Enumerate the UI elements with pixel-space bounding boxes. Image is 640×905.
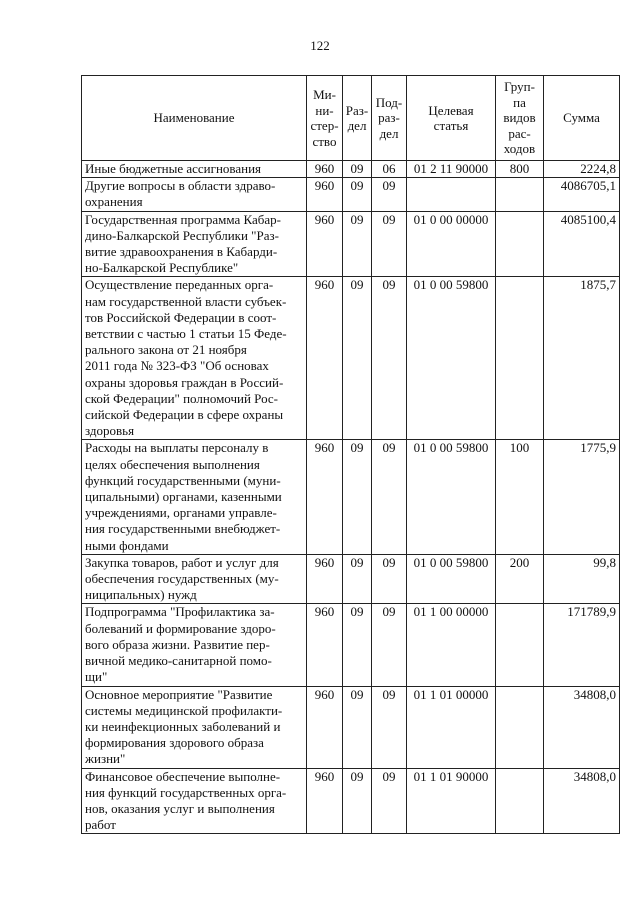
cell-target: 01 0 00 00000 xyxy=(407,211,496,277)
cell-subsection: 09 xyxy=(372,277,407,440)
cell-subsection: 09 xyxy=(372,604,407,686)
table-row xyxy=(82,768,620,834)
cell-ministry: 960 xyxy=(307,211,343,277)
cell-sum: 1775,9 xyxy=(544,440,620,554)
cell-sum: 2224,8 xyxy=(544,161,620,178)
cell-subsection: 09 xyxy=(372,686,407,768)
cell-subsection: 06 xyxy=(372,161,407,178)
cell-name: Финансовое обеспечение выполне- ния функций государственных орга- нов, оказания услуг и выполнения работ xyxy=(82,768,307,834)
cell-group xyxy=(496,211,544,277)
cell-sum: 171789,9 xyxy=(544,604,620,686)
table-row xyxy=(82,161,620,178)
table-row xyxy=(82,178,620,211)
cell-ministry: 960 xyxy=(307,554,343,604)
cell-section: 09 xyxy=(343,604,372,686)
cell-group: 200 xyxy=(496,554,544,604)
cell-subsection: 09 xyxy=(372,211,407,277)
cell-ministry: 960 xyxy=(307,686,343,768)
header-name: Наименование xyxy=(82,76,307,161)
cell-name: Другие вопросы в области здраво- охранения xyxy=(82,178,307,211)
table-row xyxy=(82,211,620,277)
cell-name: Иные бюджетные ассигнования xyxy=(82,161,307,178)
cell-group: 100 xyxy=(496,440,544,554)
cell-target: 01 2 11 90000 xyxy=(407,161,496,178)
header-section: Раз- дел xyxy=(343,76,372,161)
cell-sum: 1875,7 xyxy=(544,277,620,440)
cell-target: 01 1 00 00000 xyxy=(407,604,496,686)
cell-group: 800 xyxy=(496,161,544,178)
header-target: Целевая статья xyxy=(407,76,496,161)
cell-ministry: 960 xyxy=(307,178,343,211)
cell-ministry: 960 xyxy=(307,768,343,834)
cell-name: Расходы на выплаты персоналу в целях обеспечения выполнения функций государственными (муни- ципальными) органами, казенными учреждениями, органами управле- ния государственными внебюджет- ными фондами xyxy=(82,440,307,554)
cell-ministry: 960 xyxy=(307,277,343,440)
cell-sum: 4086705,1 xyxy=(544,178,620,211)
cell-section: 09 xyxy=(343,686,372,768)
table-row xyxy=(82,686,620,768)
cell-section: 09 xyxy=(343,178,372,211)
cell-section: 09 xyxy=(343,277,372,440)
cell-sum: 99,8 xyxy=(544,554,620,604)
table-row xyxy=(82,604,620,686)
cell-target xyxy=(407,178,496,211)
cell-subsection: 09 xyxy=(372,768,407,834)
table-row xyxy=(82,440,620,554)
table-row xyxy=(82,554,620,604)
cell-subsection: 09 xyxy=(372,178,407,211)
header-subsection: Под- раз- дел xyxy=(372,76,407,161)
cell-name: Осуществление переданных орга- нам государственной власти субъек- тов Российской Федерации в соот- ветствии с частью 1 статьи 15 Феде- рального закона от 21 ноября 2011 года № 323-ФЗ "Об основах охраны здоровья граждан в Россий- ской Федерации" полномочий Рос- сийской Федерации в сфере охраны здоровья xyxy=(82,277,307,440)
cell-target: 01 0 00 59800 xyxy=(407,554,496,604)
header-sum: Сумма xyxy=(544,76,620,161)
cell-group xyxy=(496,768,544,834)
cell-target: 01 1 01 90000 xyxy=(407,768,496,834)
cell-group xyxy=(496,178,544,211)
cell-section: 09 xyxy=(343,211,372,277)
budget-table xyxy=(81,75,620,834)
cell-name: Государственная программа Кабар- дино-Балкарской Республики "Раз- витие здравоохранения в Кабарди- но-Балкарской Республике" xyxy=(82,211,307,277)
cell-target: 01 0 00 59800 xyxy=(407,440,496,554)
table-header-row xyxy=(82,76,620,161)
cell-name: Закупка товаров, работ и услуг для обеспечения государственных (му- ниципальных) нужд xyxy=(82,554,307,604)
header-ministry: Ми- ни- стер- ство xyxy=(307,76,343,161)
cell-subsection: 09 xyxy=(372,554,407,604)
cell-subsection: 09 xyxy=(372,440,407,554)
table-row xyxy=(82,277,620,440)
cell-section: 09 xyxy=(343,440,372,554)
cell-target: 01 0 00 59800 xyxy=(407,277,496,440)
cell-group xyxy=(496,277,544,440)
header-group: Груп- па видов рас- ходов xyxy=(496,76,544,161)
cell-section: 09 xyxy=(343,768,372,834)
cell-group xyxy=(496,686,544,768)
cell-name: Подпрограмма "Профилактика за- болеваний и формирование здоро- вого образа жизни. Развитие пер- вичной медико-санитарной помо- щи" xyxy=(82,604,307,686)
cell-ministry: 960 xyxy=(307,604,343,686)
cell-section: 09 xyxy=(343,554,372,604)
cell-name: Основное мероприятие "Развитие системы медицинской профилакти- ки неинфекционных заболеваний и формирования здорового образа жизни" xyxy=(82,686,307,768)
cell-group xyxy=(496,604,544,686)
page-number: 122 xyxy=(310,38,330,53)
cell-sum: 34808,0 xyxy=(544,686,620,768)
cell-sum: 4085100,4 xyxy=(544,211,620,277)
cell-ministry: 960 xyxy=(307,440,343,554)
cell-sum: 34808,0 xyxy=(544,768,620,834)
cell-target: 01 1 01 00000 xyxy=(407,686,496,768)
cell-section: 09 xyxy=(343,161,372,178)
cell-ministry: 960 xyxy=(307,161,343,178)
